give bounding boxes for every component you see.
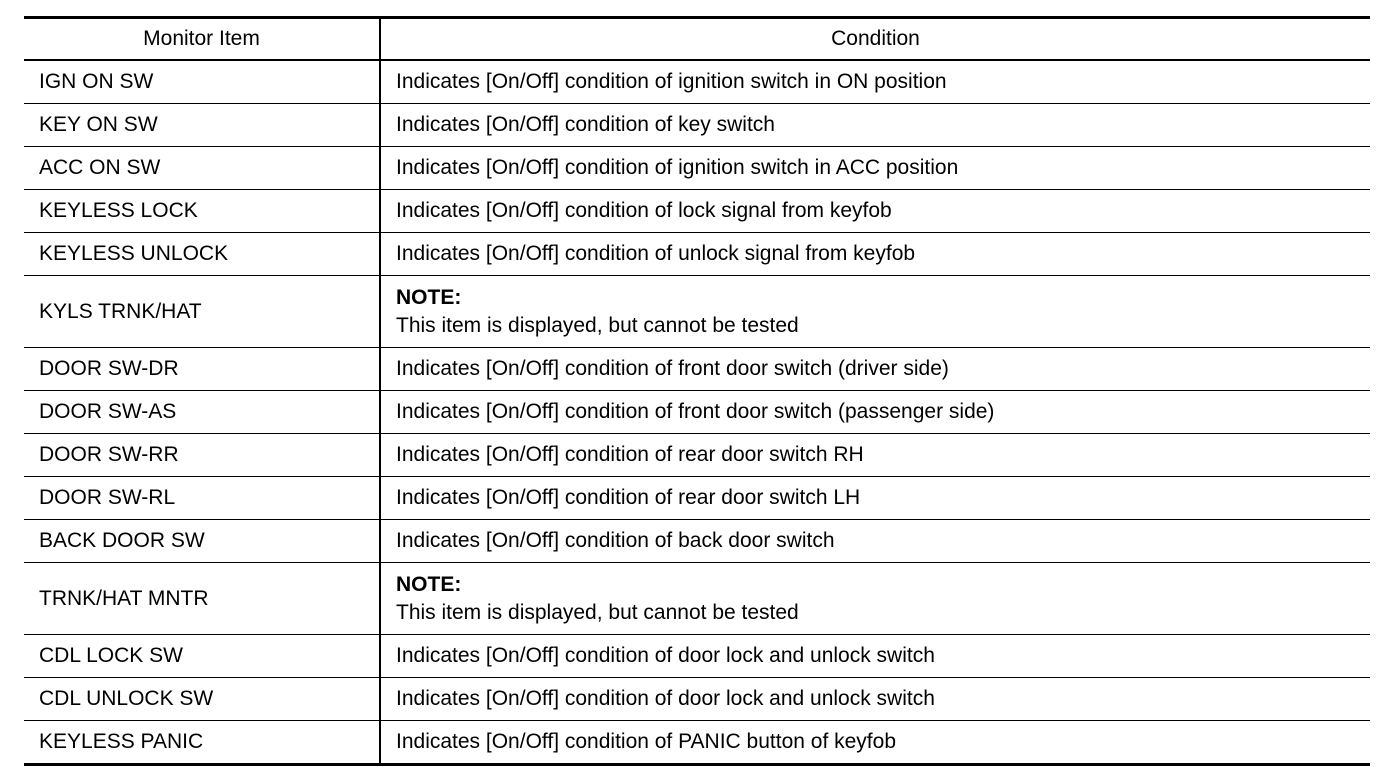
monitor-item-cell: BACK DOOR SW bbox=[24, 520, 380, 563]
condition-cell: Indicates [On/Off] condition of front door switch (passenger side) bbox=[380, 391, 1370, 434]
condition-cell: Indicates [On/Off] condition of door lock and unlock switch bbox=[380, 635, 1370, 678]
table-row bbox=[24, 721, 1370, 765]
table-row bbox=[24, 60, 1370, 104]
table-row bbox=[24, 434, 1370, 477]
table-row bbox=[24, 563, 1370, 635]
monitor-item-cell: KEYLESS PANIC bbox=[24, 721, 380, 765]
table-header-row bbox=[24, 18, 1370, 61]
table-row bbox=[24, 477, 1370, 520]
monitor-item-cell: KYLS TRNK/HAT bbox=[24, 276, 380, 348]
monitor-item-header: Monitor Item bbox=[24, 18, 380, 61]
condition-cell: Indicates [On/Off] condition of front door switch (driver side) bbox=[380, 348, 1370, 391]
monitor-item-cell: ACC ON SW bbox=[24, 147, 380, 190]
monitor-item-cell: DOOR SW-RL bbox=[24, 477, 380, 520]
table-row bbox=[24, 233, 1370, 276]
note-label: NOTE: bbox=[396, 285, 462, 309]
table-row bbox=[24, 348, 1370, 391]
condition-cell: Indicates [On/Off] condition of rear door switch RH bbox=[380, 434, 1370, 477]
monitor-item-cell: KEYLESS LOCK bbox=[24, 190, 380, 233]
condition-cell bbox=[380, 276, 1370, 348]
condition-cell: Indicates [On/Off] condition of unlock signal from keyfob bbox=[380, 233, 1370, 276]
note-label: NOTE: bbox=[396, 572, 462, 596]
monitor-item-cell: IGN ON SW bbox=[24, 60, 380, 104]
condition-cell: Indicates [On/Off] condition of rear door switch LH bbox=[380, 477, 1370, 520]
table-row bbox=[24, 190, 1370, 233]
condition-cell bbox=[380, 563, 1370, 635]
monitor-item-cell: DOOR SW-AS bbox=[24, 391, 380, 434]
monitor-item-cell: TRNK/HAT MNTR bbox=[24, 563, 380, 635]
monitor-item-cell: KEY ON SW bbox=[24, 104, 380, 147]
note-text: This item is displayed, but cannot be tested bbox=[396, 600, 799, 624]
condition-cell: Indicates [On/Off] condition of PANIC button of keyfob bbox=[396, 730, 897, 753]
table-row bbox=[24, 520, 1370, 563]
condition-cell: Indicates [On/Off] condition of ignition switch in ACC position bbox=[380, 147, 1370, 190]
table-row bbox=[24, 391, 1370, 434]
monitor-item-table bbox=[24, 16, 1370, 766]
monitor-item-cell: KEYLESS UNLOCK bbox=[24, 233, 380, 276]
table-row bbox=[24, 678, 1370, 721]
condition-cell: Indicates [On/Off] condition of key switch bbox=[380, 104, 1370, 147]
condition-cell: Indicates [On/Off] condition of door lock and unlock switch bbox=[380, 678, 1370, 721]
table-row bbox=[24, 635, 1370, 678]
table-row bbox=[24, 147, 1370, 190]
monitor-item-cell: CDL LOCK SW bbox=[24, 635, 380, 678]
condition-header: Condition bbox=[380, 18, 1370, 61]
condition-cell: Indicates [On/Off] condition of lock signal from keyfob bbox=[380, 190, 1370, 233]
monitor-item-cell: DOOR SW-DR bbox=[24, 348, 380, 391]
monitor-item-cell: DOOR SW-RR bbox=[24, 434, 380, 477]
condition-cell: Indicates [On/Off] condition of back door switch bbox=[380, 520, 1370, 563]
monitor-item-cell: CDL UNLOCK SW bbox=[24, 678, 380, 721]
table-row bbox=[24, 104, 1370, 147]
note-text: This item is displayed, but cannot be tested bbox=[396, 313, 799, 337]
table-row bbox=[24, 276, 1370, 348]
condition-cell: Indicates [On/Off] condition of ignition switch in ON position bbox=[380, 60, 1370, 104]
